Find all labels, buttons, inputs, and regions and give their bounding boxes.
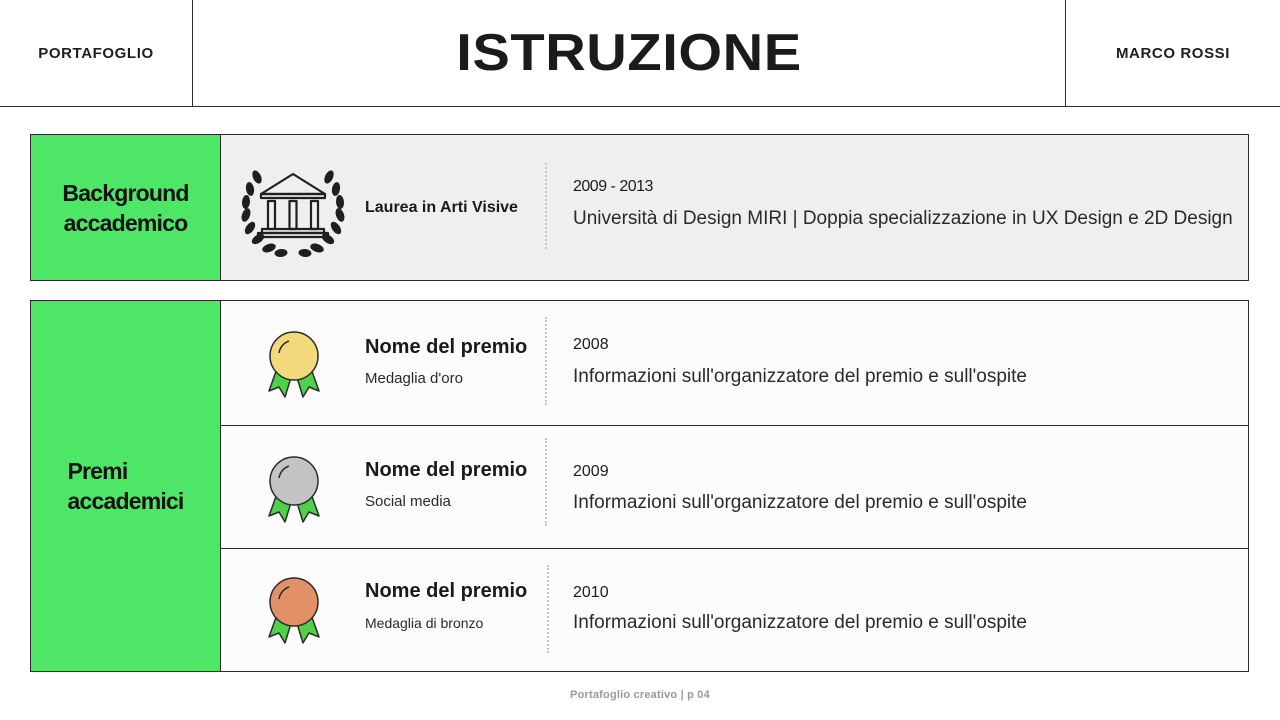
award-year: 2009 [573, 463, 609, 480]
award-row [221, 301, 1248, 425]
academic-years: 2009 - 2013 [573, 178, 653, 195]
award-description: Informazioni sull'organizzatore del premio e sull'ospite [573, 366, 1027, 387]
award-name: Nome del premio [365, 459, 528, 481]
awards-label-line2: accademici [67, 488, 184, 514]
academic-background-section [30, 134, 1249, 281]
award-year: 2010 [573, 584, 609, 601]
degree-title: Laurea in Arti Visive [365, 199, 518, 216]
awards-label-line1: Premi [67, 458, 128, 484]
header-bar [0, 0, 1280, 107]
award-description: Informazioni sull'organizzatore del premio e sull'ospite [573, 492, 1027, 513]
award-row [221, 425, 1248, 548]
academic-label-line2: accademico [63, 209, 188, 236]
award-divider [545, 317, 547, 405]
header-right-cell [1065, 0, 1280, 106]
award-description: Informazioni sull'organizzatore del premio e sull'ospite [573, 612, 1027, 633]
award-name: Nome del premio [365, 580, 528, 602]
award-name: Nome del premio [365, 336, 528, 358]
academic-background-content [221, 135, 1248, 280]
academic-divider [545, 163, 547, 249]
page-footer: Portafoglio creativo | p 04 [570, 689, 710, 701]
gold-medal-icon [265, 329, 323, 399]
academic-description: Università di Design MIRI | Doppia specializzazione in UX Design e 2D Design [573, 208, 1233, 229]
award-divider [547, 565, 549, 653]
award-subtitle: Medaglia d'oro [365, 370, 463, 387]
academic-background-label [31, 135, 221, 280]
author-name: MARCO ROSSI [1115, 44, 1231, 62]
academic-awards-section [30, 300, 1249, 672]
award-row [221, 548, 1248, 670]
academic-awards-label [31, 301, 221, 671]
academic-label-line1: Background [62, 179, 189, 206]
award-subtitle: Medaglia di bronzo [365, 615, 484, 631]
portfolio-label: PORTAFOGLIO [38, 44, 154, 62]
award-subtitle: Social media [365, 493, 451, 510]
silver-medal-icon [265, 454, 323, 524]
header-title-cell [193, 0, 1065, 106]
award-divider [545, 438, 547, 526]
header-left-cell [0, 0, 193, 106]
university-laurel-icon [237, 163, 349, 261]
academic-awards-content [221, 301, 1248, 671]
award-year: 2008 [573, 336, 609, 353]
bronze-medal-icon [265, 575, 323, 645]
page-title: ISTRUZIONE [456, 24, 802, 82]
